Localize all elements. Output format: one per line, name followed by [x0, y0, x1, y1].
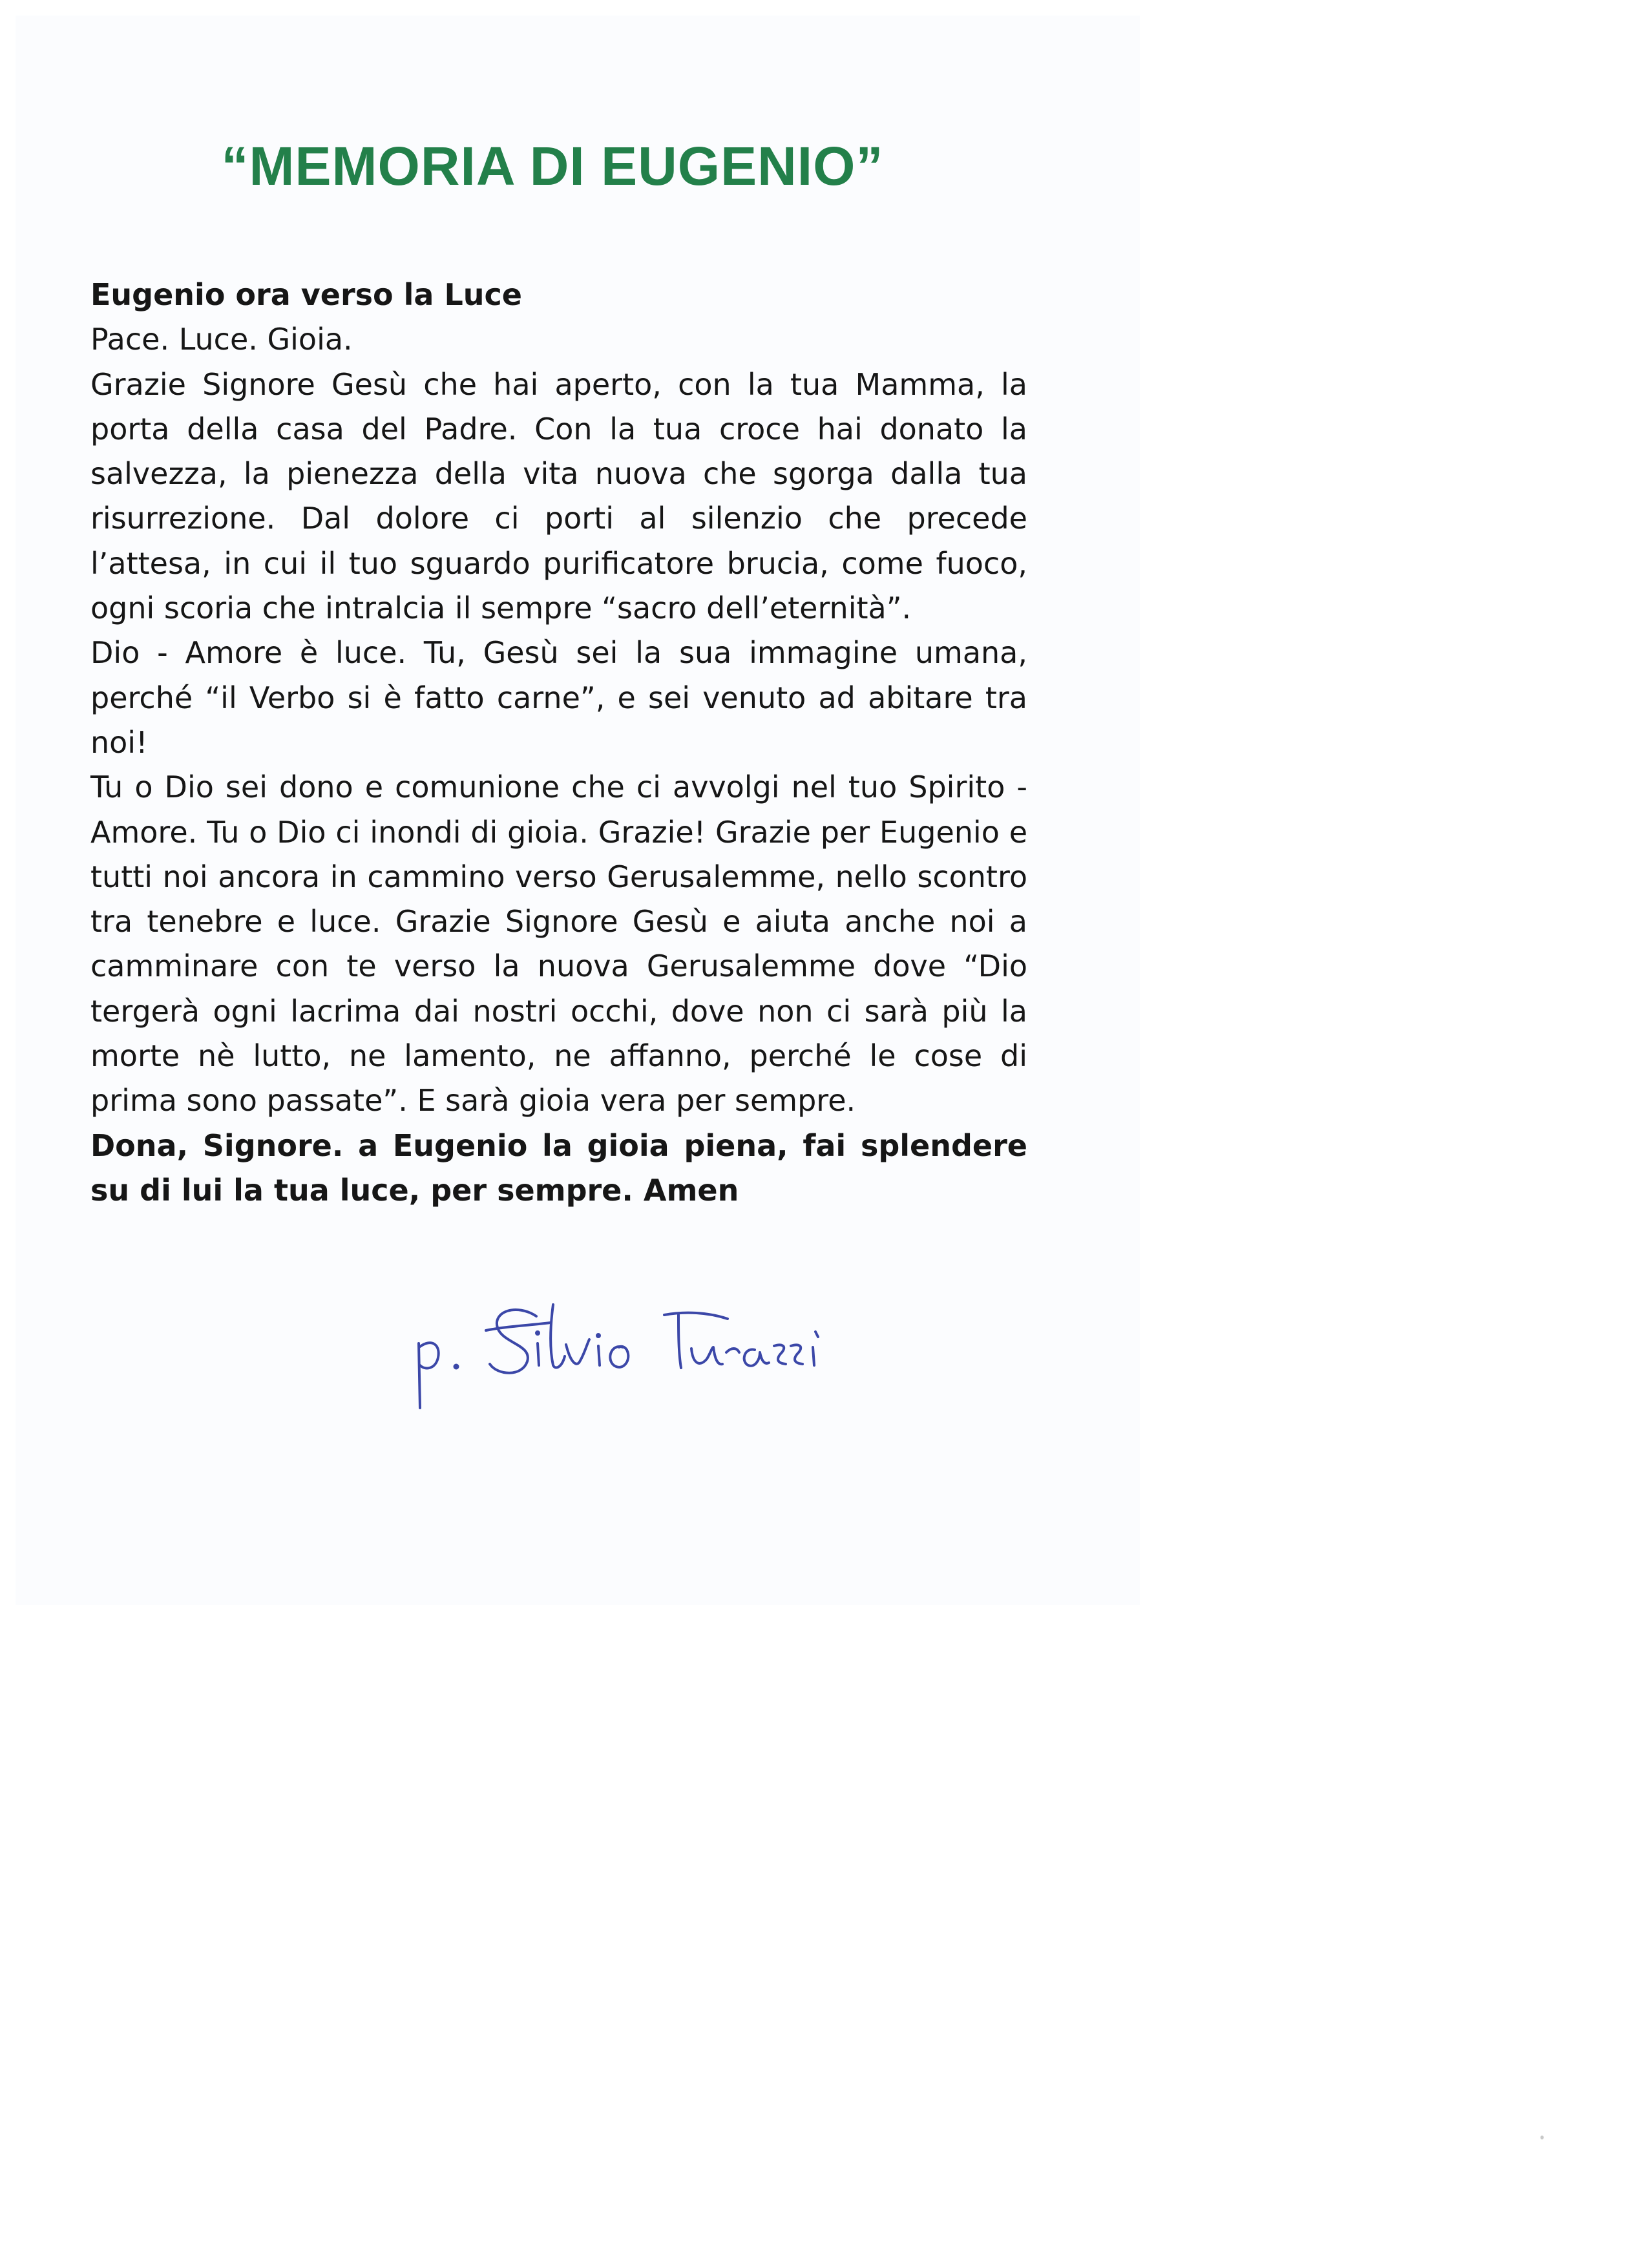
section-heading: Eugenio ora verso la Luce [90, 277, 522, 312]
paragraph: Grazie Signore Gesù che hai aperto, con la tua Mamma, la porta della casa del Padre. Con la tua croce hai donato la salvezza, la pienezza della vita nuova che sgorga dalla tua risurrezione. Dal dolore ci porti al silenzio che precede l’attesa, in cui il tuo sguardo purificatore brucia, come fuoco, ogni scoria che intralcia il sempre “sacro dell’eternità”. [90, 366, 1027, 626]
paragraph: Dio - Amore è luce. Tu, Gesù sei la sua immagine umana, perché “il Verbo si è fatto carne”, e sei venuto ad abitare tra noi! [90, 635, 1027, 760]
signature-icon [401, 1285, 892, 1421]
closing-prayer: Dona, Signore. a Eugenio la gioia piena, fai splendere su di lui la tua luce, per sempre. Amen [90, 1128, 1027, 1208]
paragraph: Pace. Luce. Gioia. [90, 322, 353, 357]
document-title: “MEMORIA DI EUGENIO” [221, 136, 884, 196]
handwritten-signature [401, 1285, 892, 1421]
document-page [16, 16, 1140, 1605]
document-body [90, 273, 1027, 1213]
scan-speck [1540, 2136, 1544, 2139]
paragraph: Tu o Dio sei dono e comunione che ci avvolgi nel tuo Spirito - Amore. Tu o Dio ci inondi di gioia. Grazie! Grazie per Eugenio e tutti noi ancora in cammino verso Gerusalemme, nello scontro tra tenebre e luce. Grazie Signore Gesù e aiuta anche noi a camminare con te verso la nuova Gerusalemme dove “Dio tergerà ogni lacrima dai nostri occhi, dove non ci sarà più la morte nè lutto, ne lamento, ne affanno, perché le cose di prima sono passate”. E sarà gioia vera per sempre. [90, 770, 1027, 1118]
